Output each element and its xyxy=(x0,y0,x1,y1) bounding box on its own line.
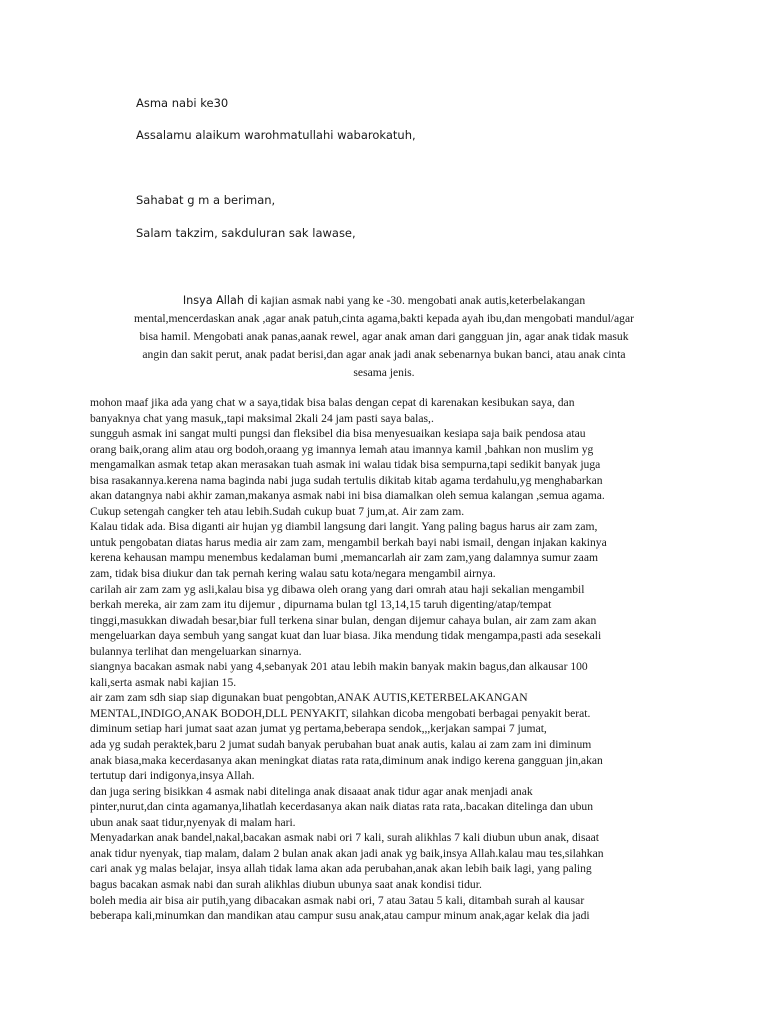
body-line: Cukup setengah cangker teh atau lebih.Sudah cukup buat 7 jum,at. Air zam zam. xyxy=(90,504,465,518)
body-line: siangnya bacakan asmak nabi yang 4,sebanyak 201 atau lebih makin banyak makin bagus,dan alkausar 100 xyxy=(90,660,588,674)
body-line: anak tidur nyenyak, tiap malam, dalam 2 bulan anak akan jadi anak yg baik,insya Allah.kalau mau tes,silahkan xyxy=(90,846,604,860)
body-line: bulannya terlihat dan mengeluarkan sinarnya. xyxy=(90,644,302,658)
intro-lead: Insya Allah di xyxy=(182,294,258,307)
salam-takzim-line: Salam takzim, sakduluran sak lawase, xyxy=(136,226,356,240)
intro-line: bisa hamil. Mengobati anak panas,aanak rewel, agar anak aman dari gangguan jin, agar anak tidak masuk xyxy=(139,330,629,343)
body-line: cari anak yg malas belajar, insya allah tidak lama akan ada perubahan,anak akan lebih baik lagi, yang paling xyxy=(90,862,592,876)
body-line: carilah air zam zam yg asli,kalau bisa yg dibawa oleh orang yang dari omrah atau haji sekalian mengambil xyxy=(90,582,585,596)
body-line: anak biasa,maka kecerdasanya akan meningkat diatas rata rata,diminum anak indigo kerena gangguan jin,akan xyxy=(90,753,603,767)
intro-line: mental,mencerdaskan anak ,agar anak patuh,cinta agama,bakti kepada ayah ibu,dan mengobati mandul/agar xyxy=(134,312,634,325)
body-text xyxy=(90,395,690,924)
body-line: bagus bacakan asmak nabi dan surah alikhlas diubun ubunya saat anak kondisi tidur. xyxy=(90,877,482,891)
intro-line: angin dan sakit perut, anak padat berisi,dan agar anak jadi anak sebenarnya bukan banci, atau anak cinta xyxy=(142,348,626,361)
salam-line: Assalamu alaikum warohmatullahi wabarokatuh, xyxy=(136,128,416,142)
body-line: air zam zam sdh siap siap digunakan buat pengobtan,ANAK AUTIS,KETERBELAKANGAN xyxy=(90,691,528,705)
body-line: Kalau tidak ada. Bisa diganti air hujan yg diambil langsung dari langit. Yang paling bagus harus air zam zam, xyxy=(90,520,598,534)
body-line: MENTAL,INDIGO,ANAK BODOH,DLL PENYAKIT, silahkan dicoba mengobati berbagai penyakit berat. xyxy=(90,706,591,720)
body-line: bisa rasakannya.kerena nama baginda nabi juga sudah tertulis dikitab kitab agama terdahulu,yg menghabarkan xyxy=(90,473,603,487)
document-title: Asma nabi ke30 xyxy=(136,96,229,110)
body-line: berkah mereka, air zam zam itu dijemur , dipurnama bulan tgl 13,14,15 taruh digenting/atap/tempat xyxy=(90,598,552,612)
body-line: beberapa kali,minumkan dan mandikan atau campur susu anak,atau campur minum anak,agar kelak dia jadi xyxy=(90,909,590,923)
body-line: kali,serta asmak nabi kajian 15. xyxy=(90,675,237,689)
intro-paragraph xyxy=(90,292,678,382)
body-line: sungguh asmak ini sangat multi pungsi dan fleksibel dia bisa menyesuaikan kesiapa saja baik pendosa atau xyxy=(90,427,586,441)
body-line: tertutup dari indigonya,insya Allah. xyxy=(90,769,255,783)
body-line: Menyadarkan anak bandel,nakal,bacakan asmak nabi ori 7 kali, surah alikhlas 7 kali diubun ubun anak, disaat xyxy=(90,831,599,845)
body-line: pinter,nurut,dan cinta agamanya,lihatlah kecerdasanya akan naik diatas rata rata,.bacakan ditelinga dan ubun xyxy=(90,800,593,814)
body-line: diminum setiap hari jumat saat azan jumat yg pertama,beberapa sendok,,,kerjakan sampai 7 jumat, xyxy=(90,722,547,736)
body-line: mengeluarkan daya sembuh yang sangat kuat dan luar biasa. Jika mendung tidak mengampa,pasti ada sesekali xyxy=(90,629,602,643)
body-line: orang baik,orang alim atau org bodoh,oraang yg imannya lemah atau imannya kamil ,bahkan non muslim yg xyxy=(90,442,594,456)
body-line: akan datangnya nabi akhir zaman,makanya asmak nabi ini bisa diamalkan oleh semua kalangan ,semua agama. xyxy=(90,489,605,503)
body-line: tinggi,masukkan diwadah besar,biar full terkena sinar bulan, dengan dijemur cahaya bulan, air zam zam akan xyxy=(90,613,597,627)
body-line: banyaknya chat yang masuk,,tapi maksimal 2kali 24 jam pasti saya balas,. xyxy=(90,411,434,425)
body-line: dan juga sering bisikkan 4 asmak nabi ditelinga anak disaaat anak tidur agar anak menjadi anak xyxy=(90,784,533,798)
greeting-line: Sahabat g m a beriman, xyxy=(136,193,276,207)
body-line: untuk pengobatan diatas harus media air zam zam, mengambil berkah bayi nabi ismail, dengan injakan kakinya xyxy=(90,535,607,549)
intro-line: sesama jenis. xyxy=(353,366,415,379)
body-line: kerena kehausan mampu menembus kedalaman bumi ,memancarlah air zam zam,yang dalamnya sumur zaam xyxy=(90,551,598,565)
body-line: boleh media air bisa air putih,yang dibacakan asmak nabi ori, 7 atau 3atau 5 kali, ditambah surah al kausar xyxy=(90,893,585,907)
body-line: mohon maaf jika ada yang chat w a saya,tidak bisa balas dengan cepat di karenakan kesibukan saya, dan xyxy=(90,396,575,409)
body-line: zam, tidak bisa diukur dan tak pernah kering walau satu kota/negara mengambil airnya. xyxy=(90,567,496,581)
body-line: mengamalkan asmak tetap akan merasakan tuah asmak ini walau tidak bisa sempurna,tapi sedikit banyak juga xyxy=(90,458,601,472)
body-line: ubun anak saat tidur,nyenyak di malam hari. xyxy=(90,815,296,829)
intro-line: kajian asmak nabi yang ke -30. mengobati anak autis,keterbelakangan xyxy=(257,294,586,307)
body-line: ada yg sudah peraktek,baru 2 jumat sudah banyak perubahan buat anak autis, kalau ai zam zam ini diminum xyxy=(90,738,592,752)
